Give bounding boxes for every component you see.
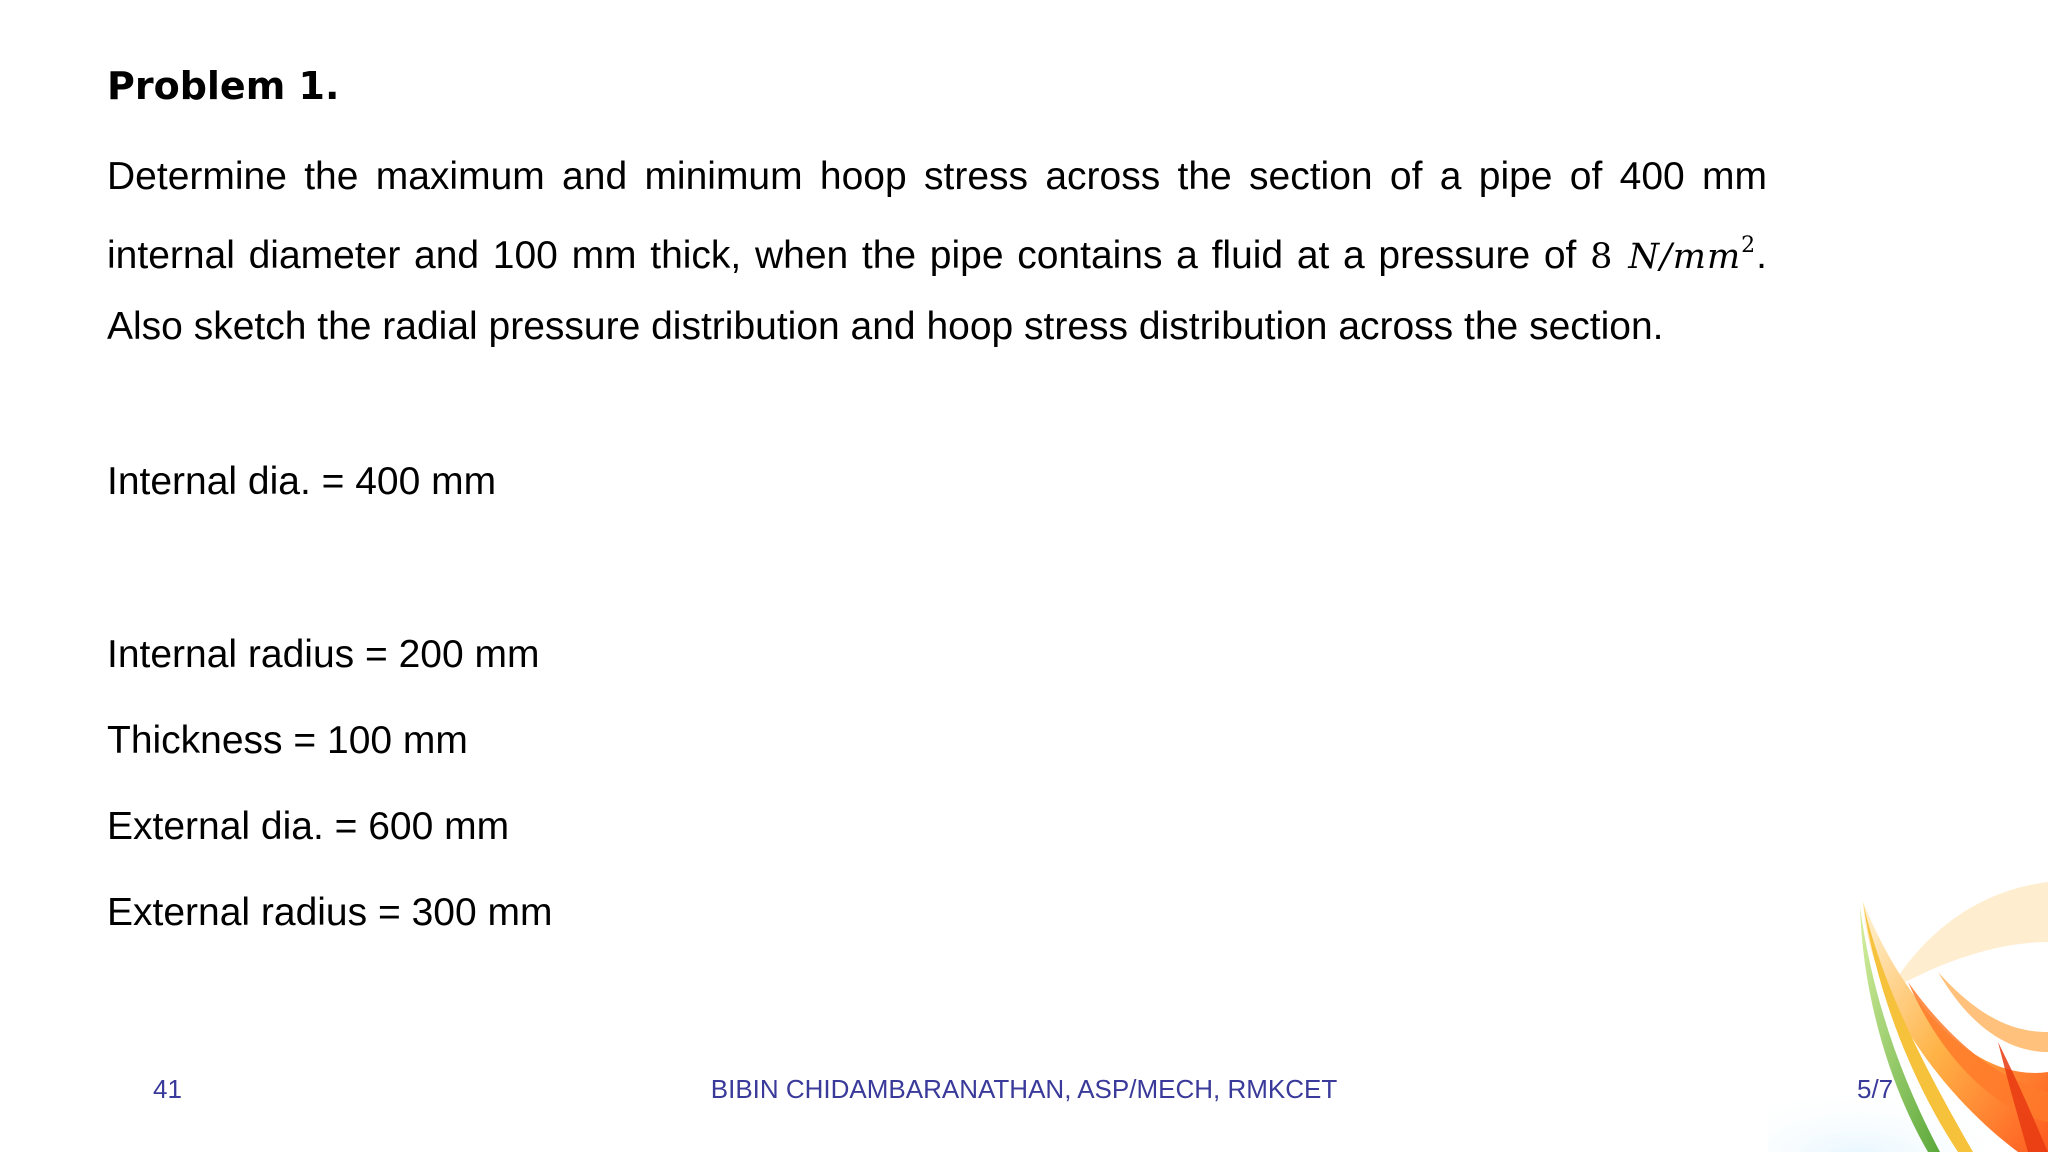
footer-page-fraction: 5/7	[1857, 1074, 1894, 1104]
pressure-unit: N/mm	[1628, 237, 1742, 277]
footer-slide-number: 41	[153, 1074, 182, 1104]
given-thickness: Thickness = 100 mm	[107, 719, 468, 762]
given-external-dia: External dia. = 600 mm	[107, 805, 510, 848]
footer-author: BIBIN CHIDAMBARANATHAN, ASP/MECH, RMKCET	[710, 1074, 1338, 1104]
pressure-value: 8	[1590, 237, 1614, 277]
given-external-radius: External radius = 300 mm	[107, 891, 553, 934]
pressure-formula	[1590, 233, 1757, 277]
problem-text: Determine the maximum and minimum hoop stress across the section of a pipe of 400 mm internal diameter and 100 mm thick, when the pipe contains a fluid at a pressure of	[107, 155, 1767, 277]
problem-statement	[107, 142, 1767, 361]
given-internal-dia: Internal dia. = 400 mm	[107, 460, 497, 503]
slide-title: Problem 1.	[107, 64, 340, 108]
corner-swoosh-decoration	[1768, 882, 2048, 1152]
pressure-exponent: 2	[1741, 233, 1757, 258]
problem-text-end: . Also sketch the radial pressure distribution and hoop stress distribution across the section.	[107, 234, 1767, 348]
given-internal-radius: Internal radius = 200 mm	[107, 633, 540, 676]
